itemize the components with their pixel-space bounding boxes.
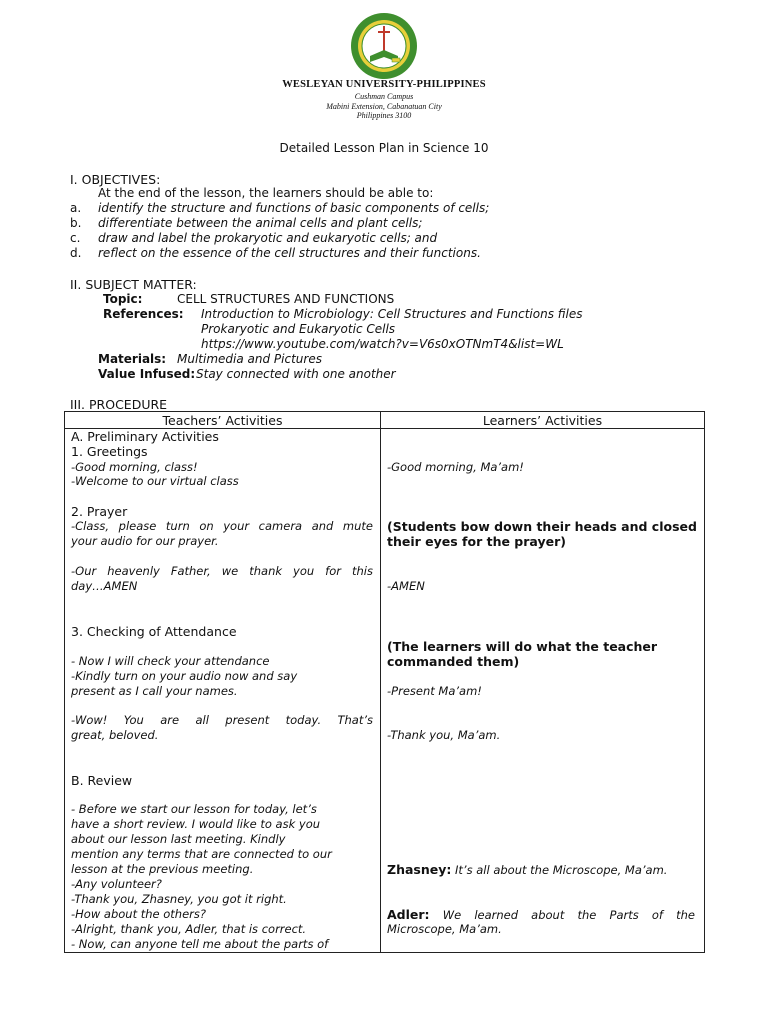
address-line-2: Philippines 3100	[356, 111, 412, 120]
speaker-name: Adler:	[387, 907, 430, 922]
teacher-line: mention any terms that are connected to our	[71, 847, 332, 861]
teacher-line: -Kindly turn on your audio now and say	[71, 669, 298, 683]
references-label: References:	[103, 307, 184, 321]
objective-letter: d.	[70, 246, 82, 260]
speaker-name: Zhasney:	[387, 862, 452, 877]
reference-link[interactable]: https://www.youtube.com/watch?v=V6s0xOTNmT4&list=WL	[201, 337, 564, 351]
campus-name: Cushman Campus	[354, 92, 414, 101]
learner-line: -Present Ma’am!	[387, 684, 482, 698]
teacher-line: lesson at the previous meeting.	[71, 862, 254, 876]
learner-line: -Thank you, Ma’am.	[387, 728, 501, 742]
teacher-line: -Wow! You are all present today. That’s	[71, 713, 373, 727]
objectives-intro: At the end of the lesson, the learners should be able to:	[98, 186, 434, 200]
topic-label: Topic:	[103, 292, 143, 306]
teacher-column-header: Teachers’ Activities	[162, 413, 283, 428]
learner-response	[387, 862, 667, 877]
greetings-heading: 1. Greetings	[71, 444, 148, 459]
learner-response	[387, 907, 695, 922]
address-line-1: Mabini Extension, Cabanatuan City	[326, 102, 442, 111]
objective-item: reflect on the essence of the cell structures and their functions.	[98, 246, 481, 260]
materials-label: Materials:	[98, 352, 167, 366]
objective-item: identify the structure and functions of basic components of cells;	[98, 201, 490, 215]
teacher-line: day…AMEN	[71, 579, 138, 593]
objective-item: differentiate between the animal cells and plant cells;	[98, 216, 423, 230]
document-title: Detailed Lesson Plan in Science 10	[279, 141, 489, 155]
teacher-line: great, beloved.	[71, 728, 159, 742]
teacher-line: -Class, please turn on your camera and mute	[71, 519, 373, 533]
objective-letter: a.	[70, 201, 82, 215]
materials-value: Multimedia and Pictures	[177, 352, 322, 366]
learner-line: (The learners will do what the teacher	[387, 639, 658, 654]
preliminary-heading: A. Preliminary Activities	[71, 429, 219, 444]
teacher-line: -Alright, thank you, Adler, that is correct.	[71, 922, 307, 936]
objectives-heading: I. OBJECTIVES:	[70, 172, 161, 187]
learner-column-header: Learners’ Activities	[482, 413, 603, 428]
attendance-heading: 3. Checking of Attendance	[71, 624, 237, 639]
objective-letter: c.	[70, 231, 81, 245]
value-text: Stay connected with one another	[196, 367, 396, 381]
learner-line: -AMEN	[387, 579, 425, 593]
objective-letter: b.	[70, 216, 82, 230]
teacher-line: - Before we start our lesson for today, let’s	[71, 802, 317, 816]
teacher-line: -How about the others?	[71, 907, 206, 921]
response-text: It’s all about the Microscope, Ma’am.	[455, 863, 668, 877]
topic-value: CELL STRUCTURES AND FUNCTIONS	[177, 292, 395, 306]
column-divider	[380, 412, 381, 952]
review-heading: B. Review	[71, 773, 133, 788]
subject-heading: II. SUBJECT MATTER:	[70, 277, 197, 292]
value-label: Value Infused:	[98, 367, 196, 381]
teacher-line: about our lesson last meeting. Kindly	[71, 832, 286, 846]
reference-item: Introduction to Microbiology: Cell Structures and Functions files	[201, 307, 583, 321]
teacher-line: -Welcome to our virtual class	[71, 474, 239, 488]
teacher-line: your audio for our prayer.	[71, 534, 219, 548]
procedure-heading: III. PROCEDURE	[70, 397, 168, 412]
learner-line: (Students bow down their heads and closed	[387, 519, 697, 534]
prayer-heading: 2. Prayer	[71, 504, 128, 519]
teacher-line: -Thank you, Zhasney, you got it right.	[71, 892, 287, 906]
response-text: We learned about the Parts of the	[442, 908, 696, 922]
university-name: WESLEYAN UNIVERSITY-PHILIPPINES	[282, 79, 486, 90]
teacher-line: present as I call your names.	[71, 684, 238, 698]
teacher-line: -Our heavenly Father, we thank you for this	[71, 564, 373, 578]
reference-item: Prokaryotic and Eukaryotic Cells	[201, 322, 396, 336]
learner-line: Microscope, Ma’am.	[387, 922, 502, 936]
teacher-line: -Any volunteer?	[71, 877, 162, 891]
teacher-line: have a short review. I would like to ask you	[71, 817, 321, 831]
procedure-table	[64, 411, 705, 953]
teacher-line: -Good morning, class!	[71, 460, 198, 474]
learner-line: -Good morning, Ma’am!	[387, 460, 524, 474]
learner-line: commanded them)	[387, 654, 520, 669]
teacher-line: - Now I will check your attendance	[71, 654, 270, 668]
objective-item: draw and label the prokaryotic and eukaryotic cells; and	[98, 231, 438, 245]
university-seal-icon	[350, 12, 418, 80]
learner-line: their eyes for the prayer)	[387, 534, 566, 549]
teacher-line: - Now, can anyone tell me about the parts of	[71, 937, 329, 951]
